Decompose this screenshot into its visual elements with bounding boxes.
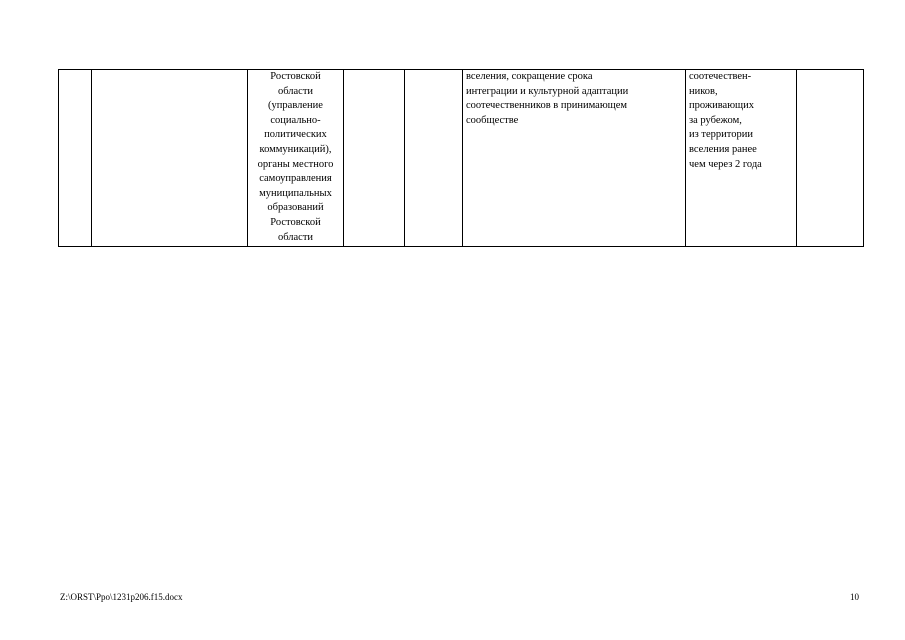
cell-col-1 xyxy=(59,70,92,247)
cell-col-2 xyxy=(92,70,248,247)
footer-file-path: Z:\ORST\Ppo\1231p206.f15.docx xyxy=(60,592,183,602)
cell-indicator xyxy=(686,70,797,247)
cell-indicator-text: соотечествен- ников, проживающих за рубежом, из территории вселения ранее чем через 2 года xyxy=(689,71,762,170)
cell-col-4 xyxy=(344,70,405,247)
footer-page-number: 10 xyxy=(850,592,859,602)
cell-expected-result xyxy=(463,70,686,247)
document-table xyxy=(58,69,864,247)
cell-responsible-executors-text: Ростовской области (управление социально- политических коммуникаций), органы местного самоуправления муниципальных образований Ростовской области xyxy=(257,71,334,243)
cell-col-8 xyxy=(797,70,864,247)
cell-responsible-executors xyxy=(248,70,344,247)
table-row xyxy=(59,70,864,247)
cell-expected-result-text: вселения, сокращение срока интеграции и культурной адаптации соотечественников в принимающем сообществе xyxy=(466,71,629,126)
cell-col-5 xyxy=(405,70,463,247)
